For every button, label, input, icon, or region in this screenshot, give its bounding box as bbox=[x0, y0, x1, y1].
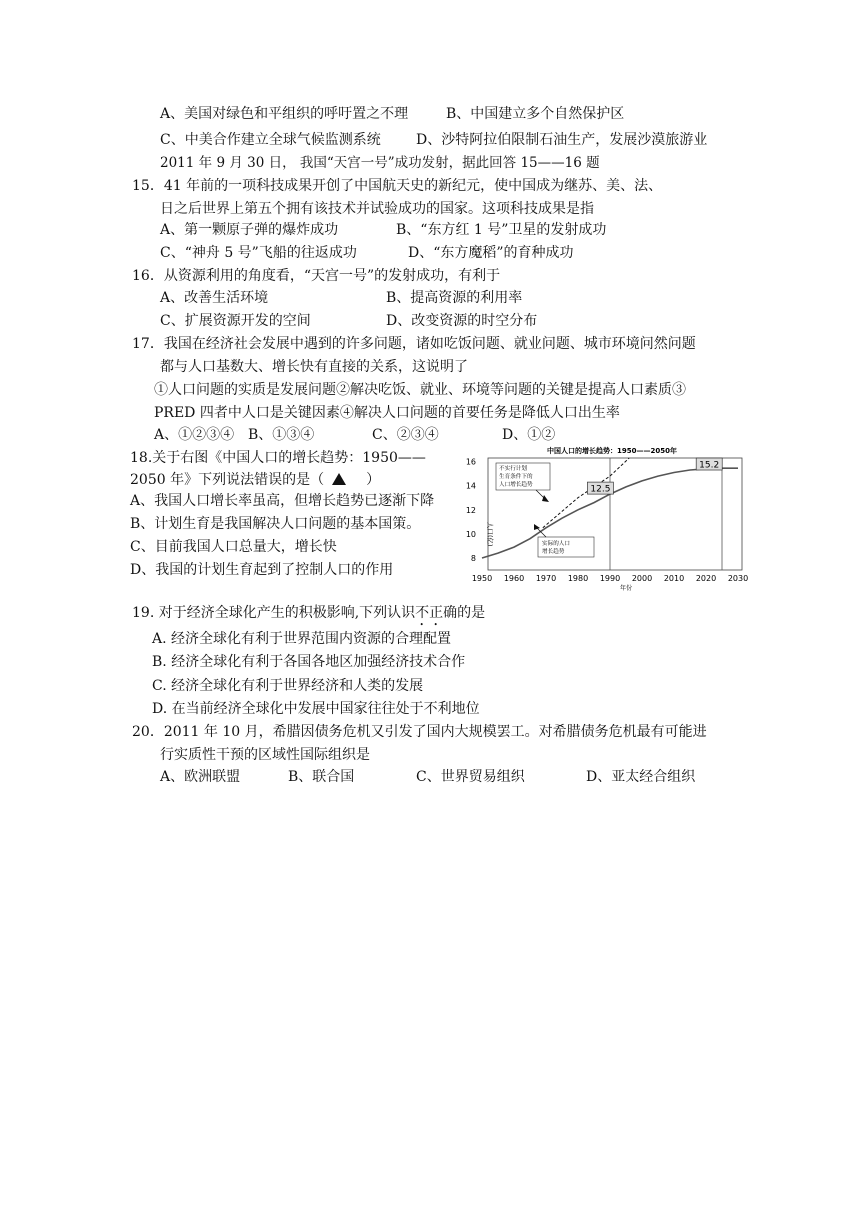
q15-option-b: B、“东方红 1 号”卫星的发射成功 bbox=[396, 222, 607, 238]
q18-option-b: B、计划生育是我国解决人口问题的基本国策。 bbox=[130, 516, 421, 532]
label-actual-line: 实际的人口 bbox=[542, 541, 570, 547]
q20-options bbox=[160, 767, 696, 787]
q19-option-a: A. 经济全球化有利于世界范围内资源的合理配置 bbox=[152, 631, 452, 647]
q17-option-c: C、②③④ bbox=[372, 427, 439, 443]
q17-option-b: B、①③④ bbox=[248, 427, 315, 443]
label-actual-line: 增长趋势 bbox=[542, 549, 565, 555]
q18-stem-2a: 2050 年》下列说法错误的是（ bbox=[130, 472, 325, 488]
q19-stem-emphasis: 不正 bbox=[415, 605, 444, 621]
prev-option-a: A、美国对绿色和平组织的呼吁置之不理 bbox=[160, 106, 409, 122]
q20-stem-1: 20．2011 年 10 月，希腊因债务危机又引发了国内大规模罢工。对希腊债务危机最有可能进 bbox=[132, 724, 707, 740]
option-line-a-b bbox=[160, 104, 625, 124]
q16-stem: 16．从资源利用的角度看，“天宫一号”的发射成功，有利于 bbox=[132, 268, 501, 284]
q17-options bbox=[154, 425, 556, 445]
x-tick-label: 2000 bbox=[631, 574, 653, 583]
q17-statements-1: ①人口问题的实质是发展问题②解决吃饭、就业、环境等问题的关键是提高人口素质③ bbox=[154, 382, 686, 398]
q18-stem-2b: ） bbox=[366, 472, 381, 488]
q16-options-ab bbox=[160, 288, 523, 308]
y-axis-label: 人口(亿) bbox=[486, 522, 494, 547]
q20-option-a: A、欧洲联盟 bbox=[160, 769, 241, 785]
x-tick-label: 2030 bbox=[727, 574, 749, 583]
q20-option-d: D、亚太经合组织 bbox=[586, 769, 696, 785]
q15-option-d: D、“东方魔稻”的育种成功 bbox=[408, 245, 574, 261]
q16-option-d: D、改变资源的时空分布 bbox=[386, 313, 538, 329]
q19-stem-post: 确的是 bbox=[443, 605, 486, 621]
prev-option-c: C、中美合作建立全球气候监测系统 bbox=[160, 132, 381, 148]
q20-stem-2: 行实质性干预的区域性国际组织是 bbox=[160, 747, 370, 763]
x-tick-label: 1990 bbox=[599, 574, 621, 583]
q20-option-b: B、联合国 bbox=[288, 769, 355, 785]
y-tick-label: 14 bbox=[465, 481, 476, 491]
answer-triangle-icon bbox=[332, 473, 346, 485]
q18-stem-2 bbox=[130, 470, 380, 490]
q19-option-d: D. 在当前经济全球化中发展中国家往往处于不利地位 bbox=[152, 701, 480, 717]
q15-option-c: C、“神舟 5 号”飞船的往返成功 bbox=[160, 245, 357, 261]
q20-option-c: C、世界贸易组织 bbox=[416, 769, 525, 785]
q16-option-b: B、提高资源的利用率 bbox=[386, 290, 523, 306]
series-no-policy-line bbox=[543, 458, 629, 528]
q19-stem bbox=[132, 603, 485, 629]
q16-option-c: C、扩展资源开发的空间 bbox=[160, 313, 311, 329]
x-tick-label: 1950 bbox=[471, 574, 493, 583]
q15-options-ab bbox=[160, 220, 607, 240]
q17-option-a: A、①②③④ bbox=[154, 427, 235, 443]
x-tick-label: 1960 bbox=[503, 574, 525, 583]
q17-statements-2: PRED 四者中人口是关键因素④解决人口问题的首要任务是降低人口出生率 bbox=[154, 405, 620, 421]
arrow-actual-icon bbox=[534, 524, 540, 530]
q15-option-a: A、第一颗原子弹的爆炸成功 bbox=[160, 222, 339, 238]
q18-option-d: D、我国的计划生育起到了控制人口的作用 bbox=[130, 562, 394, 578]
q19-option-b: B. 经济全球化有利于各国各地区加强经济技术合作 bbox=[152, 654, 466, 670]
prev-option-d: D、沙特阿拉伯限制石油生产，发展沙漠旅游业 bbox=[416, 132, 708, 148]
q17-option-d: D、①② bbox=[502, 427, 556, 443]
x-tick-label: 2020 bbox=[695, 574, 717, 583]
q15-options-cd bbox=[160, 243, 574, 263]
section-intro: 2011 年 9 月 30 日， 我国“天宫一号”成功发射，据此回答 15——16 题 bbox=[160, 155, 600, 171]
y-tick-label: 16 bbox=[465, 457, 476, 467]
q19-option-c: C. 经济全球化有利于世界经济和人类的发展 bbox=[152, 678, 424, 694]
label-no-policy-line: 人口增长趋势 bbox=[499, 482, 533, 488]
label-no-policy-line: 生育条件下的 bbox=[499, 474, 533, 480]
q18-option-c: C、目前我国人口总量大，增长快 bbox=[130, 539, 337, 555]
q16-option-a: A、改善生活环境 bbox=[160, 290, 269, 306]
y-tick-label: 12 bbox=[465, 505, 476, 515]
q15-stem-2: 日之后世界上第五个拥有该技术并试验成功的国家。这项科技成果是指 bbox=[160, 201, 594, 217]
y-tick-label: 8 bbox=[470, 553, 476, 563]
x-axis bbox=[472, 574, 748, 583]
y-tick-label: 10 bbox=[465, 529, 476, 539]
annotation-label: 15.2 bbox=[699, 460, 720, 471]
q17-stem-2: 都与人口基数大、增长快有直接的关系，这说明了 bbox=[160, 359, 468, 375]
x-tick-label: 1980 bbox=[567, 574, 589, 583]
q18-stem-1: 18.关于右图《中国人口的增长趋势：1950—— bbox=[130, 450, 426, 466]
q17-stem-1: 17．我国在经济社会发展中遇到的许多问题，诸如吃饭问题、就业问题、城市环境问然问题 bbox=[132, 336, 696, 352]
prev-option-b: B、中国建立多个自然保护区 bbox=[446, 106, 625, 122]
q18-option-a: A、我国人口增长率虽高，但增长趋势已逐渐下降 bbox=[130, 493, 435, 509]
option-line-c-d bbox=[160, 130, 708, 150]
q16-options-cd bbox=[160, 311, 538, 331]
q19-stem-pre: 19. 对于经济全球化产生的积极影响,下列认识 bbox=[132, 605, 416, 621]
q15-stem-1: 15．41 年前的一项科技成果开创了中国航天史的新纪元，使中国成为继苏、美、法、 bbox=[132, 178, 663, 194]
population-chart bbox=[462, 444, 749, 594]
annotation-label: 12.5 bbox=[590, 484, 611, 495]
label-no-policy-line: 不实行计划 bbox=[499, 466, 527, 472]
x-tick-label: 1970 bbox=[535, 574, 557, 583]
chart-title: 中国人口的增长趋势：1950——2050年 bbox=[547, 447, 677, 455]
arrow-no-policy-icon bbox=[542, 495, 549, 502]
y-axis bbox=[466, 458, 476, 563]
x-tick-label: 2010 bbox=[663, 574, 685, 583]
x-axis-label: 年份 bbox=[619, 585, 633, 592]
